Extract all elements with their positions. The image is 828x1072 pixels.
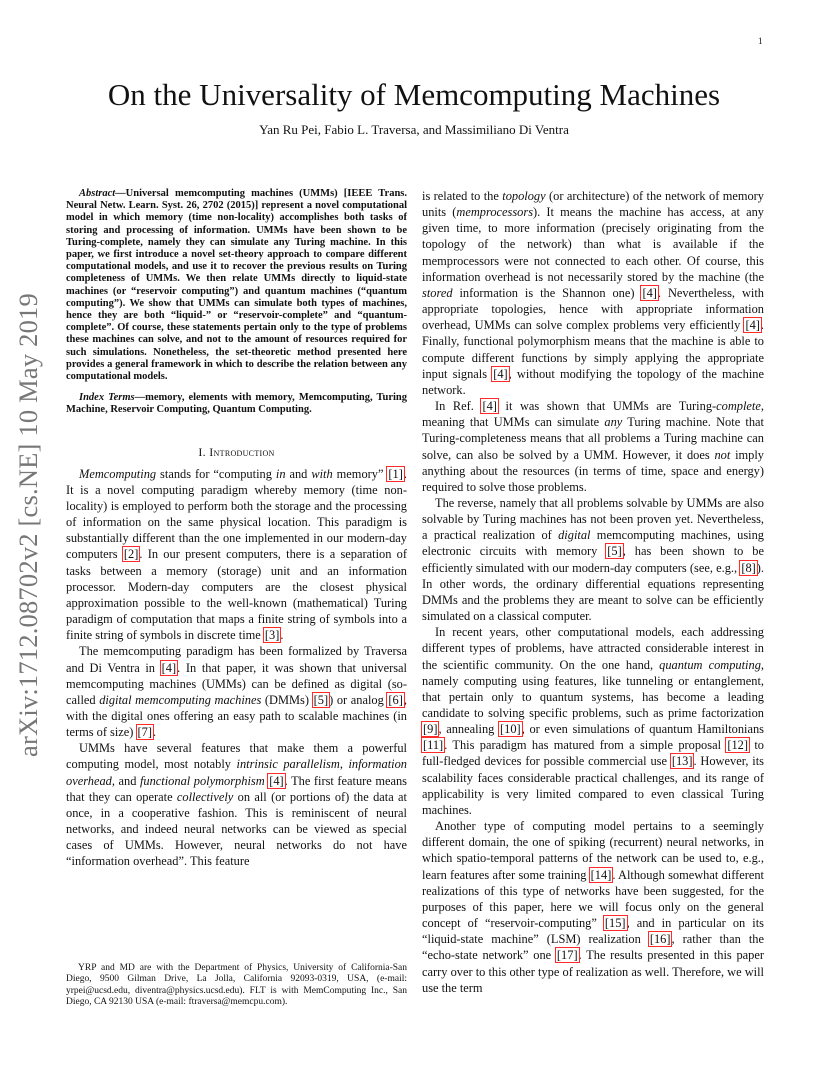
abstract <box>66 188 407 383</box>
body-text: memory” <box>332 466 388 481</box>
body-text: . Although somewhat different realizations of this type of networks have been suggested, for the purposes of this paper, here we will focus only on the general concept of “reservoir-computing” <box>422 867 765 931</box>
left-body-text <box>66 466 407 870</box>
index-terms <box>66 392 407 416</box>
body-text: , and <box>111 773 140 788</box>
emphasis-text: information overhead <box>66 757 407 788</box>
emphasis-text: topology <box>502 189 546 203</box>
body-text: it was shown that UMMs are Turing- <box>497 399 717 414</box>
left-column <box>66 188 407 870</box>
page-number: 1 <box>758 36 763 46</box>
body-text: The reverse, namely that all problems solvable by UMMs are also solvable by Turing machines has not been proven yet. Nevertheless, a practical realization of <box>422 495 764 543</box>
body-text: , <box>339 757 349 772</box>
emphasis-text: memprocessors <box>456 205 534 220</box>
body-text: In Ref. <box>435 399 482 414</box>
body-text: . This paradigm has matured from a simple proposal <box>444 738 727 753</box>
paragraph <box>422 495 764 624</box>
citation-link[interactable]: [5] <box>313 692 329 707</box>
citation-link[interactable]: [6] <box>388 692 403 707</box>
citation-link[interactable]: [4] <box>745 318 760 333</box>
author-affiliation-footnote: YRP and MD are with the Department of Physics, University of California-San Diego, 9500 Gilman Drive, La Jolla, California 92093-0319, USA, (e-mail: yrpei@ucsd.edu, diventra@physics.ucsd.edu). FLT is with MemComputing Inc., San Diego, CA 92130 USA (e-mail: ftraversa@memcpu.com). <box>66 963 407 1008</box>
body-text: UMMs have several features that make them a powerful computing model, most notably <box>66 741 407 772</box>
body-text: (or architecture) of the network of memory units ( <box>422 189 764 220</box>
body-text: stands for “computing <box>156 466 276 481</box>
citation-link[interactable]: [2] <box>123 547 139 562</box>
body-text: information is the Shannon one) <box>452 285 642 300</box>
body-text: Another type of computing model pertains to a seemingly different domain, the one of spiking (recurrent) neural networks, in which spatio-temporal patterns of the network can be used to, e.g., learn features after some training <box>422 819 764 882</box>
paragraph <box>422 818 764 996</box>
body-text: . Finally, functional polymorphism means that the machine is able to compute different functions by simply applying the appropriate input signals <box>422 318 764 381</box>
arxiv-identifier: arXiv:1712.08702v2 [cs.NE] 10 May 2019 <box>13 293 43 757</box>
paragraph <box>66 740 407 869</box>
citation-link[interactable]: [9] <box>423 722 438 737</box>
index-terms-text: —memory, elements with memory, Memcomputing, Turing Machine, Reservoir Computing, Quantum Computing. <box>66 392 407 416</box>
body-text: . In our present computers, there is a separation of tasks between a memory (storage) unit and an information processor. Modern-day computers are the closest physical approximation possible to the well-known (mathematical) Turing paradigm of computation that maps a finite string of symbols into a finite string of symbols in discrete time <box>66 547 407 643</box>
emphasis-text: intrinsic parallelism <box>236 757 340 772</box>
citation-link[interactable]: [13] <box>671 754 693 769</box>
emphasis-text: digital memcomputing machines <box>99 692 262 707</box>
body-text: . <box>153 725 157 740</box>
emphasis-text: with <box>311 466 333 481</box>
body-text: memcomputing machines, using electronic circuits with memory <box>422 528 764 559</box>
citation-link[interactable]: [7] <box>137 725 152 740</box>
citation-link[interactable]: [15] <box>604 916 626 931</box>
body-text: . Nevertheless, with appropriate topologies, hence with appropriate information overhead, UMMs can solve complex problems very efficiently <box>422 285 764 333</box>
body-text: . The results presented in this paper carry over to this other type of realization as well. Therefore, we will use the term <box>422 948 764 995</box>
body-text: to full-fledged devices for possible commercial use <box>422 738 764 769</box>
paragraph <box>66 466 407 644</box>
body-text: , without modifying the topology of the machine network. <box>422 366 764 397</box>
body-text: . In that paper, it was shown that universal memcomputing machines (UMMs) can be defined as digital (so-called <box>66 660 407 707</box>
body-text: Turing machine. Note that Turing-completeness means that all problems a Turing machine can solve, can also be solved by a UMM. However, it does <box>422 415 765 462</box>
paragraph <box>422 624 764 818</box>
body-text: In recent years, other computational models, each addressing different types of problems, have attracted considerable interest in the scientific community. On the one hand, <box>422 625 764 672</box>
citation-link[interactable]: [3] <box>264 628 280 643</box>
emphasis-text: any <box>604 415 623 430</box>
body-text: . The first feature means that they can operate <box>66 773 407 804</box>
body-text: is related to the <box>422 189 503 203</box>
citation-link[interactable]: [12] <box>727 738 749 753</box>
paper-title: On the Universality of Memcomputing Machines <box>107 77 721 112</box>
abstract-text: —Universal memcomputing machines (UMMs) [IEEE Trans. Neural Netw. Learn. Syst. 26, 2702 (2015)] represent a novel computational model in which memory (time non-locality) accomplishes both tasks of storing and processing of information. UMMs have been shown to be Turing-complete, namely they can simulate any Turing machine. In this paper, we first introduce a novel set-theory approach to compare different computational models, and use it to recover the previous results on Turing completeness of UMMs. We then relate UMMs directly to liquid-state machines (or “reservoir computing”) and quantum machines (“quantum computing”). We show that UMMs can simulate both types of machines, hence they are both “liquid-” or “reservoir-complete” and “quantum-complete”. Of course, these statements pertain only to the type of problems these machines can solve, and not to the amount of resources required for such simulations. Nonetheless, the set-theoretic method presented here provides a general framework in which to describe the relation between any computational models. <box>66 188 407 383</box>
body-text: . However, its scalability faces considerable practical challenges, and its range of applicability is very limited compared to even classical Turing machines. <box>422 754 764 817</box>
index-terms-label: Index Terms <box>79 392 135 404</box>
right-column <box>422 188 764 996</box>
emphasis-text: not <box>714 447 731 462</box>
body-text: and <box>285 466 312 481</box>
citation-link[interactable]: [4] <box>161 660 177 675</box>
abstract-label: Abstract <box>79 188 116 199</box>
emphasis-text: digital <box>558 528 591 543</box>
citation-link[interactable]: [4] <box>493 366 508 381</box>
emphasis-text: quantum computing <box>659 657 761 672</box>
emphasis-text: collectively <box>176 789 234 804</box>
body-text: (DMMs) <box>261 692 313 707</box>
citation-link[interactable]: [4] <box>482 399 497 414</box>
emphasis-text: stored <box>422 285 453 300</box>
citation-link[interactable]: [11] <box>423 738 444 753</box>
body-text: ). It means the machine has access, at any given time, to more information (precisely originating from the topology of the network) than what is available if the memprocessors were not connected to each other. Of course, this information overhead is not necessarily stored by the machine (the <box>422 205 764 284</box>
citation-link[interactable]: [4] <box>269 773 284 788</box>
body-text: , rather than the “echo-state network” one <box>422 932 764 963</box>
citation-link[interactable]: [4] <box>642 285 657 300</box>
body-text: , has been shown to be efficiently simulated with our modern-day computers (see, e.g., <box>422 544 764 575</box>
emphasis-text: functional polymorphism <box>139 773 265 788</box>
body-text: . <box>280 628 284 643</box>
author-list: Yan Ru Pei, Fabio L. Traversa, and Massimiliano Di Ventra <box>259 122 569 137</box>
citation-link[interactable]: [1] <box>388 466 403 481</box>
citation-link[interactable]: [8] <box>741 560 756 575</box>
body-text: imply anything about the resources (in terms of time, space and energy) required to solve those problems. <box>422 447 764 494</box>
section-heading: I. Introduction <box>198 444 275 459</box>
body-text: The memcomputing paradigm has been formalized by Traversa and Di Ventra in <box>66 644 407 675</box>
citation-link[interactable]: [17] <box>556 948 578 963</box>
body-text: on all (or portions of) the data at once, in a cooperative fashion. This is reminiscent of neural networks, and indeed neural networks can be viewed as special cases of UMMs. However, neural networks do not have “information overhead”. This feature <box>66 789 407 869</box>
citation-link[interactable]: [16] <box>649 932 671 947</box>
body-text: ) or analog <box>329 692 388 707</box>
body-text: , with the digital ones offering an easy path to scalable machines (in terms of size) <box>66 692 407 740</box>
emphasis-text: in <box>275 466 286 481</box>
paragraph <box>66 643 407 740</box>
paragraph <box>422 188 764 398</box>
body-text: ). In other words, the ordinary differential equations representing DMMs and the problems they are meant to solve can be efficiently simulated on a classical computer. <box>422 560 764 624</box>
citation-link[interactable]: [5] <box>607 544 622 559</box>
body-text: , namely computing using features, like tunneling or entanglement, that pertain only to quantum systems, has become a leading candidate to solving specific problems, such as prime factorization <box>422 657 764 720</box>
body-text: , and in particular on its “liquid-state machine” (LSM) realization <box>422 916 764 947</box>
emphasis-text: Memcomputing <box>79 466 157 481</box>
body-text: , annealing <box>438 722 500 737</box>
citation-link[interactable]: [14] <box>590 867 612 882</box>
emphasis-text: complete <box>716 399 761 414</box>
body-text: , meaning that UMMs can simulate <box>422 399 764 430</box>
citation-link[interactable]: [10] <box>500 722 521 737</box>
body-text: , or even simulations of quantum Hamiltonians <box>521 722 764 737</box>
paragraph <box>422 398 764 495</box>
body-text: . It is a novel computing paradigm whereby memory (time non-locality) is employed to perform both the storage and the processing of information on the same physical location. This paradigm is substantially different than the one implemented in our modern-day computers <box>66 466 407 562</box>
